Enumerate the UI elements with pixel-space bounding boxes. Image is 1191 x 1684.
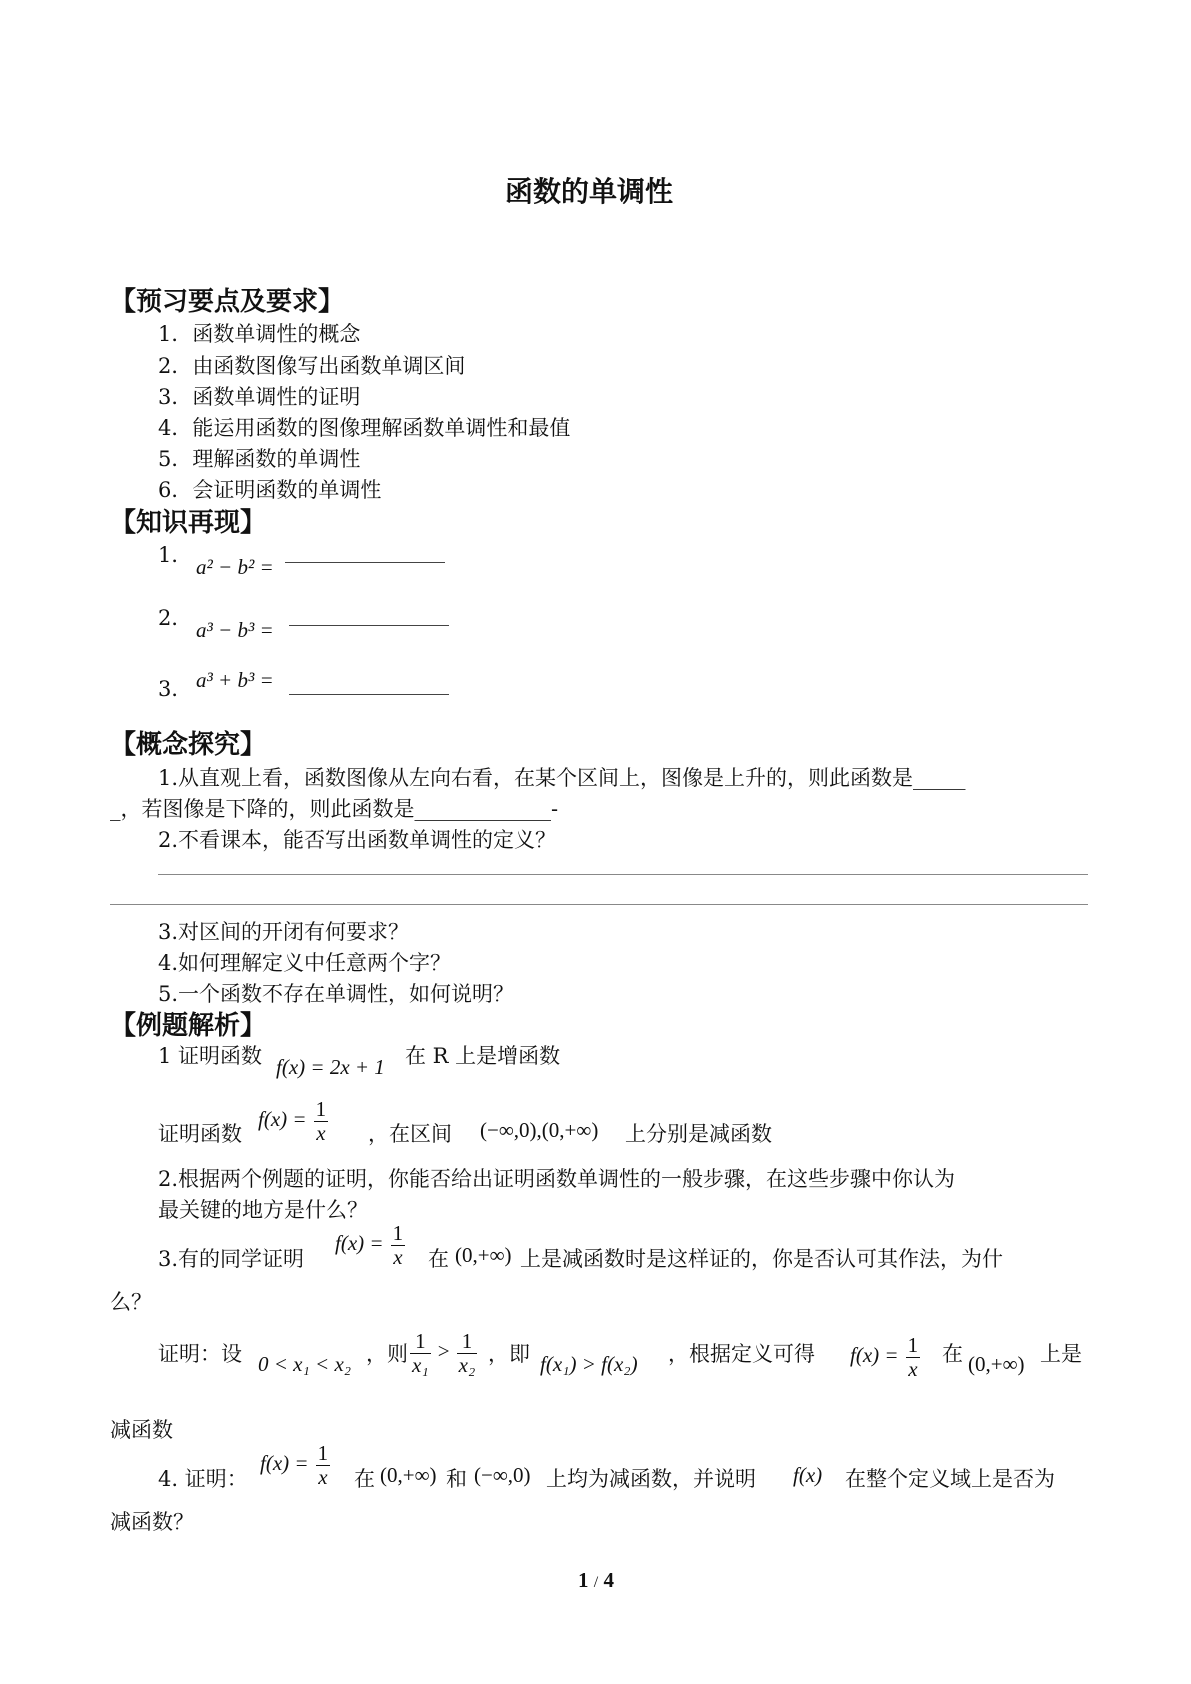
examples-q4-and: 和	[446, 1467, 467, 1491]
proof-inequality: 0 < x₁ < x₂	[258, 1352, 352, 1376]
fraction: $\frac{1}{\text{x₂}}$	[458, 1329, 476, 1378]
examples-q4-interval2: (−∞,0)	[474, 1463, 531, 1487]
fraction: $\frac{1}{\text{x₁}}$	[412, 1329, 429, 1378]
example1b-suffix: 上分别是减函数	[625, 1122, 772, 1146]
examples-q3-formula	[335, 1222, 407, 1269]
fraction: $\frac{1}{x}$	[315, 1097, 327, 1146]
knowledge-num: 2．	[158, 606, 193, 630]
knowledge-num: 1．	[158, 543, 193, 567]
knowledge-formula: a³ − b³ =	[196, 618, 274, 642]
fraction: $\frac{1}{x}$	[317, 1441, 329, 1490]
fraction: $\frac{1}{x}$	[907, 1333, 919, 1382]
section-heading-preview: 【预习要点及要求】	[110, 287, 345, 317]
answer-line	[110, 904, 1088, 905]
greater-than: >	[437, 1339, 450, 1364]
function-fx: f(x) =	[850, 1343, 899, 1368]
proof-fraction-compare	[408, 1330, 479, 1377]
proof-definition: ，根据定义可得	[668, 1342, 815, 1366]
examples-q3-prefix: 3.有的同学证明	[158, 1247, 305, 1271]
proof-cont: 减函数	[110, 1418, 173, 1442]
proof-in: 在	[942, 1342, 963, 1366]
concept-q3: 3.对区间的开闭有何要求？	[158, 920, 410, 944]
example1b-mid: ，在区间	[368, 1122, 452, 1146]
section-heading-concept: 【概念探究】	[110, 730, 267, 760]
page-number	[578, 1568, 614, 1593]
concept-q5: 5.一个函数不存在单调性，如何说明？	[158, 982, 515, 1006]
examples-q4-suffix: 在整个定义域上是否为	[845, 1467, 1055, 1491]
answer-blank	[289, 625, 449, 626]
examples-q3-cont: 么？	[110, 1290, 152, 1314]
current-page: 1	[578, 1568, 589, 1592]
proof-interval: (0,+∞)	[968, 1352, 1025, 1376]
list-item: 6．会证明函数的单调性	[158, 478, 382, 502]
examples-q4-fx: f(x)	[793, 1463, 823, 1487]
examples-q3-interval: (0,+∞)	[455, 1243, 512, 1267]
list-item: 5．理解函数的单调性	[158, 447, 361, 471]
examples-q4-prefix: 4. 证明：	[158, 1467, 248, 1491]
examples-q3-mid: 在	[428, 1247, 449, 1271]
examples-q4-in: 在	[354, 1467, 375, 1491]
function-fx: f(x) =	[335, 1231, 384, 1256]
answer-blank	[289, 694, 449, 695]
list-item: 4．能运用函数的图像理解函数单调性和最值	[158, 416, 571, 440]
list-item: 2．由函数图像写出函数单调区间	[158, 354, 466, 378]
knowledge-formula: a³ + b³ =	[196, 668, 274, 692]
example1-prefix: 1 证明函数	[158, 1044, 263, 1068]
example1b-prefix: 证明函数	[158, 1122, 242, 1146]
concept-q1-cont: _，若图像是下降的，则此函数是_____________-	[110, 797, 559, 821]
proof-prefix: 证明：设	[158, 1342, 242, 1366]
proof-upper: 上是	[1040, 1342, 1082, 1366]
examples-q2: 2.根据两个例题的证明，你能否给出证明函数单调性的一般步骤，在这些步骤中你认为	[158, 1167, 956, 1191]
example1-suffix: 在 R 上是增函数	[405, 1044, 561, 1068]
function-fx: f(x) =	[258, 1107, 307, 1132]
list-item: 1．函数单调性的概念	[158, 322, 361, 346]
list-item: 3．函数单调性的证明	[158, 385, 361, 409]
section-heading-knowledge: 【知识再现】	[110, 508, 267, 538]
section-heading-examples: 【例题解析】	[110, 1011, 267, 1041]
examples-q4-interval1: (0,+∞)	[380, 1463, 437, 1487]
proof-ie: ，即	[488, 1342, 530, 1366]
example1b-interval: (−∞,0),(0,+∞)	[480, 1118, 599, 1142]
examples-q3-suffix: 上是减函数时是这样证的，你是否认可其作法，为什	[520, 1247, 1003, 1271]
fraction: $\frac{1}{x}$	[392, 1221, 404, 1270]
examples-q4-formula	[260, 1442, 332, 1489]
examples-q4-cont: 减函数？	[110, 1510, 194, 1534]
knowledge-formula: a² − b² =	[196, 555, 274, 579]
page-separator: /	[593, 1574, 599, 1591]
knowledge-num: 3．	[158, 677, 193, 701]
examples-q4-mid: 上均为减函数，并说明	[546, 1467, 756, 1491]
total-pages: 4	[603, 1568, 614, 1592]
example1b-formula	[258, 1098, 330, 1145]
page-title: 函数的单调性	[505, 175, 674, 208]
concept-q2: 2.不看课本，能否写出函数单调性的定义？	[158, 828, 557, 852]
proof-then: ，则	[366, 1342, 408, 1366]
answer-line	[158, 874, 1088, 875]
function-fx: f(x) =	[260, 1451, 309, 1476]
examples-q2-cont: 最关键的地方是什么？	[158, 1198, 368, 1222]
concept-q4: 4.如何理解定义中任意两个字？	[158, 951, 452, 975]
example1-formula: f(x) = 2x + 1	[276, 1055, 385, 1079]
concept-q1: 1.从直观上看，函数图像从左向右看，在某个区间上，图像是上升的，则此函数是_____	[158, 766, 966, 790]
proof-fcompare: f(x₁) > f(x₂)	[540, 1352, 638, 1376]
answer-blank	[285, 562, 445, 563]
proof-formula	[850, 1334, 922, 1381]
